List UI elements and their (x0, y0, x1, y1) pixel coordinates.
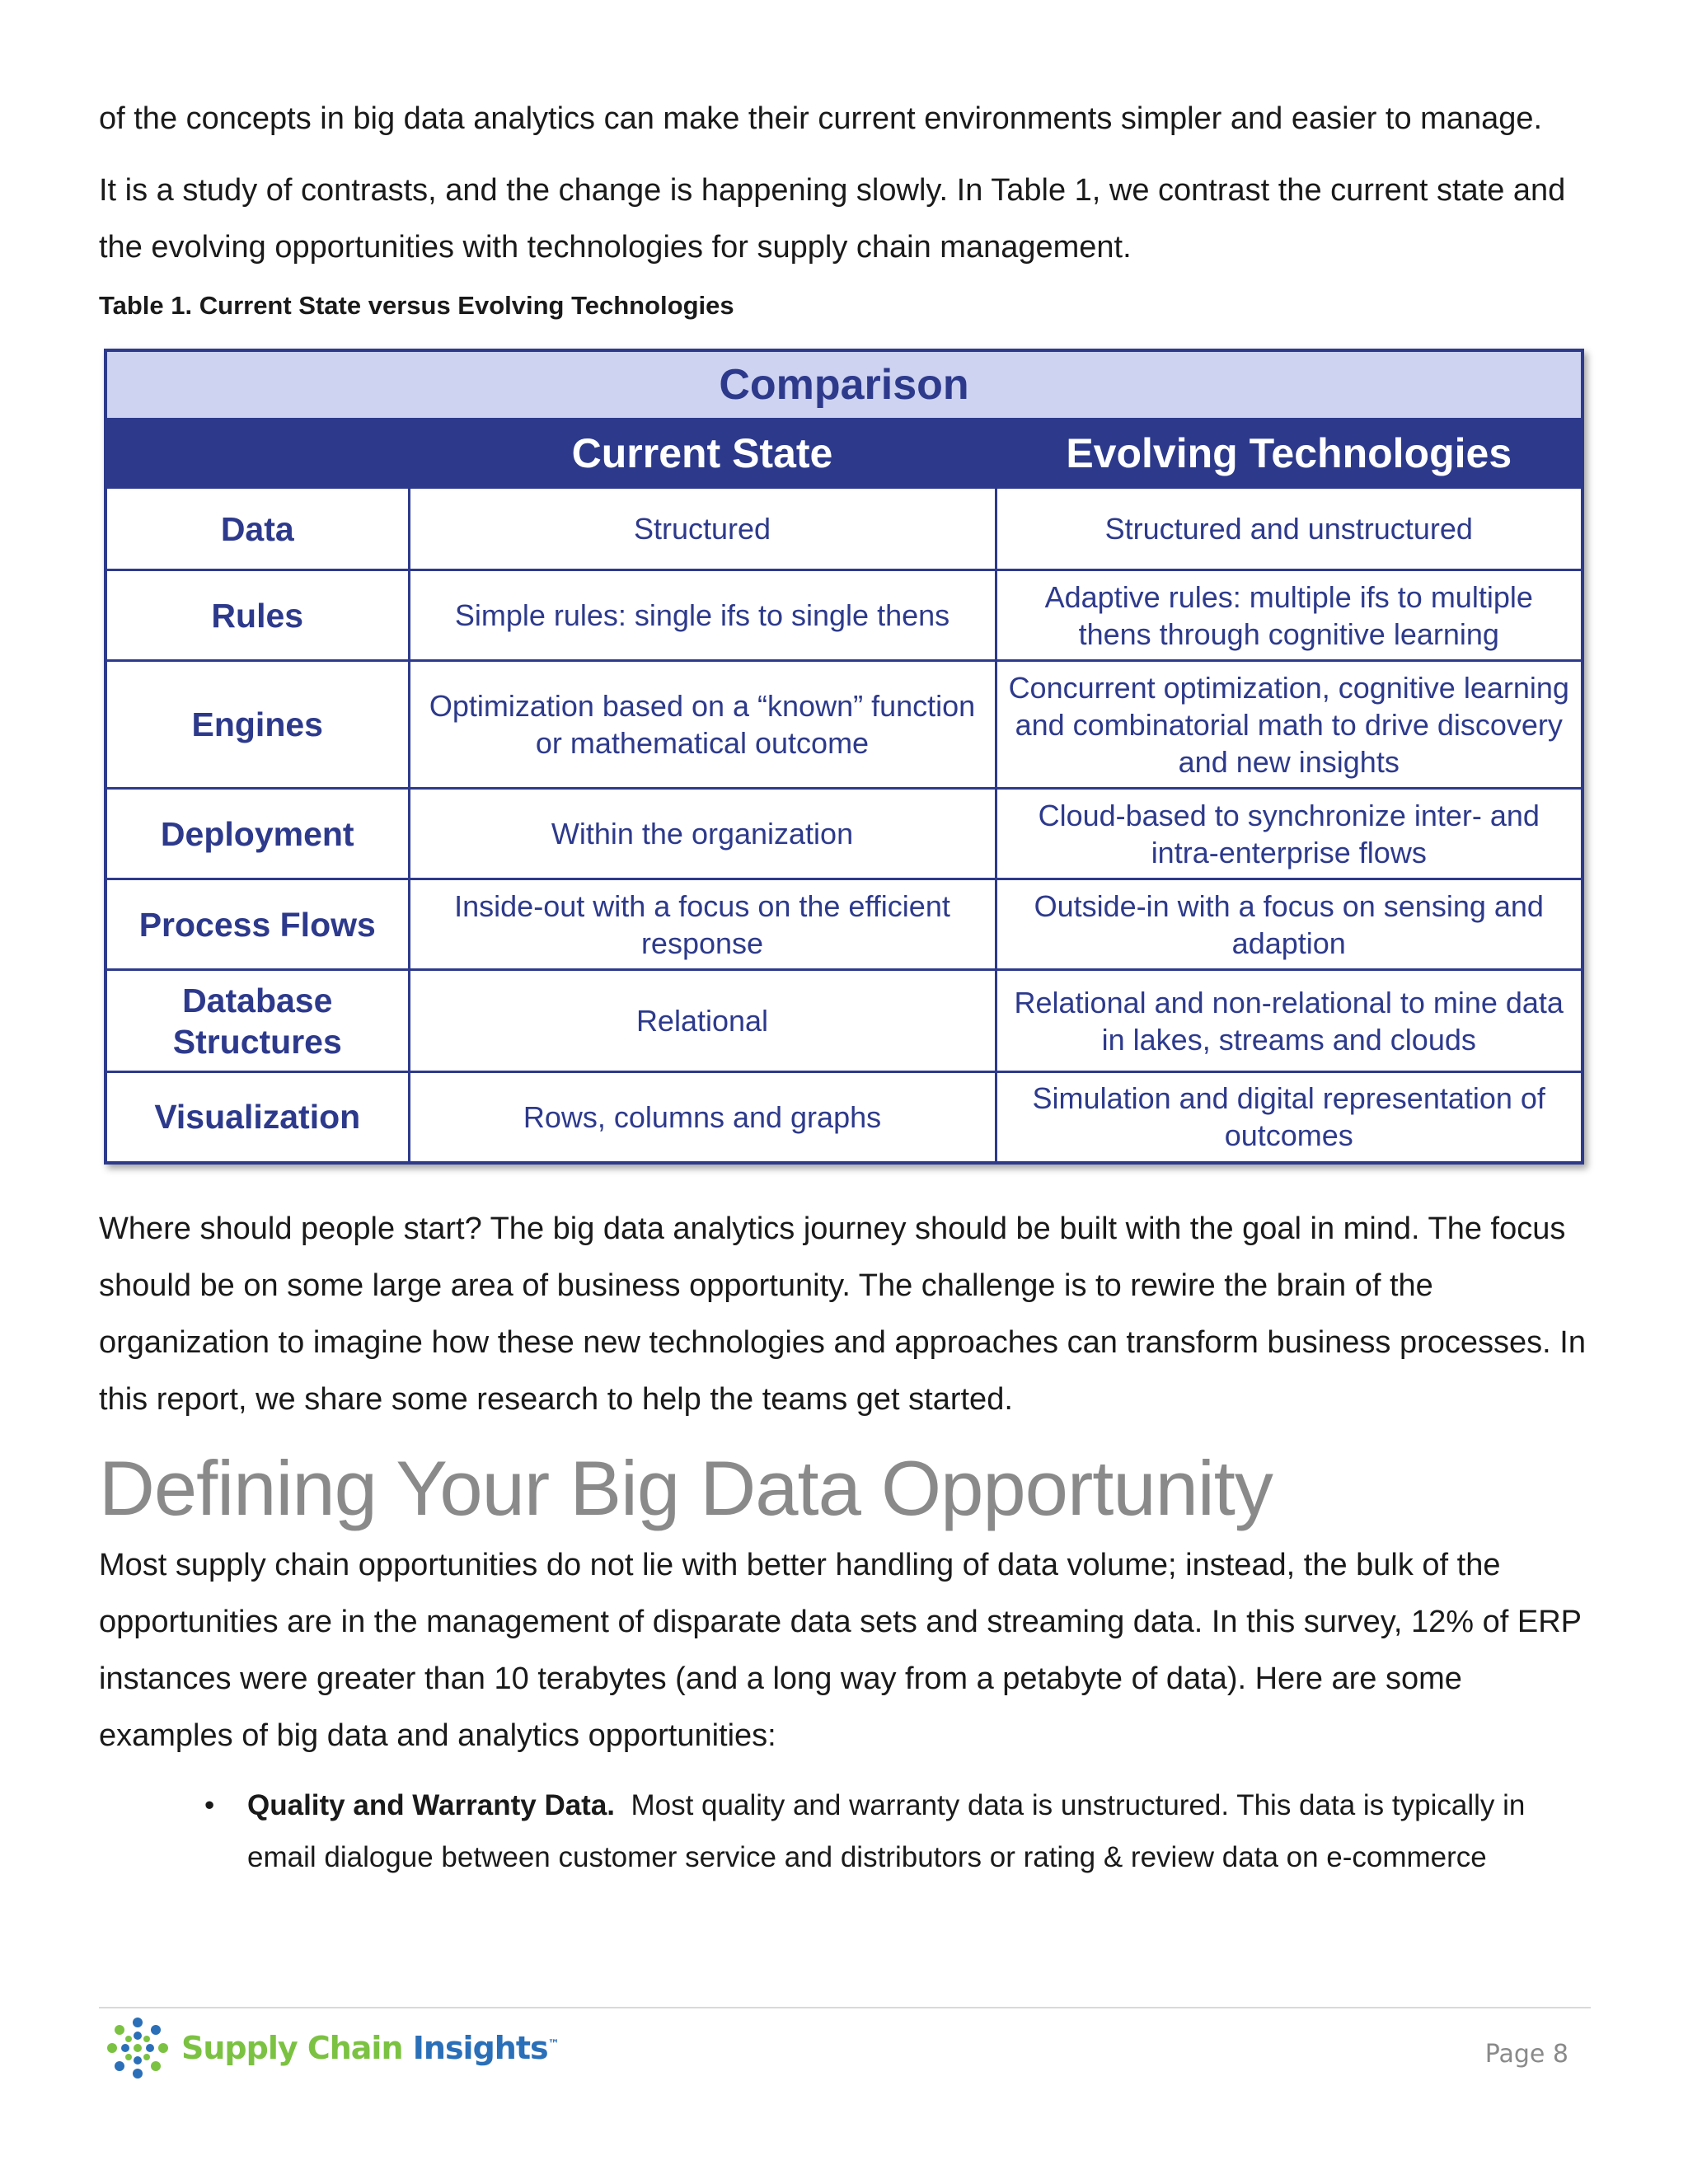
header-empty (106, 419, 409, 488)
current-cell: Within the organization (409, 789, 996, 879)
header-evolving-technologies: Evolving Technologies (996, 419, 1582, 488)
row-label: Engines (106, 661, 409, 789)
section-heading: Defining Your Big Data Opportunity (99, 1444, 1273, 1531)
evolving-cell: Cloud-based to synchronize inter- and intra-enterprise flows (996, 789, 1582, 879)
intro-paragraph-1: of the concepts in big data analytics can make their current environments simpler and easier to manage. (99, 101, 1543, 136)
comparison-table (104, 349, 1584, 1165)
table-row (106, 661, 1582, 789)
intro-paragraph-2: It is a study of contrasts, and the change is happening slowly. In Table 1, we contrast the current state and the evolving opportunities with technologies for supply chain management. (99, 173, 1566, 265)
table-row (106, 789, 1582, 879)
row-label: Process Flows (106, 879, 409, 970)
row-label: Database Structures (106, 970, 409, 1072)
row-label: Deployment (106, 789, 409, 879)
row-label: Rules (106, 570, 409, 661)
row-label: Data (106, 488, 409, 570)
table-caption: Table 1. Current State versus Evolving Technologies (99, 291, 734, 320)
table-title: Comparison (106, 350, 1582, 419)
evolving-cell: Relational and non-relational to mine data in lakes, streams and clouds (996, 970, 1582, 1072)
current-cell: Structured (409, 488, 996, 570)
footer-divider (99, 2007, 1591, 2008)
list-item (204, 1779, 1591, 1883)
current-cell: Inside-out with a focus on the efficient response (409, 879, 996, 970)
current-cell: Rows, columns and graphs (409, 1072, 996, 1163)
logo-wordmark (181, 2030, 559, 2066)
logo-word-insights: Insights (412, 2030, 548, 2066)
company-logo (102, 2011, 559, 2085)
after-table-paragraph: Where should people start? The big data analytics journey should be built with the goal in mind. The focus should be on some large area of business opportunity. The challenge is to rewire the brain of the organization to imagine how these new technologies and approaches can transform business processes. In this report, we share some research to help the teams get started. (99, 1211, 1586, 1417)
section-paragraph: Most supply chain opportunities do not lie with better handling of data volume; instead, the bulk of the opportunities are in the management of disparate data sets and streaming data. In this survey, 12% of ERP instances were greater than 10 terabytes (and a long way from a petabyte of data). Here are some examples of big data and analytics opportunities: (99, 1547, 1582, 1753)
table-row (106, 879, 1582, 970)
table-row (106, 488, 1582, 570)
logo-burst-icon (102, 2013, 173, 2083)
bullet-bold-lead: Quality and Warranty Data. (247, 1788, 616, 1821)
table-row (106, 570, 1582, 661)
evolving-cell: Adaptive rules: multiple ifs to multiple thens through cognitive learning (996, 570, 1582, 661)
bullet-icon: • (204, 1788, 215, 1821)
table-row (106, 1072, 1582, 1163)
logo-word-supply-chain: Supply Chain (181, 2030, 403, 2066)
row-label: Visualization (106, 1072, 409, 1163)
bullet-text: Most quality and warranty data is unstructured. This data is typically in email dialogue between customer service and distributors or rating & review data on e-commerce (247, 1788, 1526, 1873)
evolving-cell: Outside-in with a focus on sensing and adaption (996, 879, 1582, 970)
bullet-list (99, 1779, 1591, 1883)
current-cell: Optimization based on a “known” function or mathematical outcome (409, 661, 996, 789)
page-number: Page 8 (1484, 2040, 1568, 2069)
current-cell: Simple rules: single ifs to single thens (409, 570, 996, 661)
evolving-cell: Concurrent optimization, cognitive learning and combinatorial math to drive discovery and new insights (996, 661, 1582, 789)
logo-trademark: ™ (547, 2037, 559, 2051)
current-cell: Relational (409, 970, 996, 1072)
evolving-cell: Structured and unstructured (996, 488, 1582, 570)
table-row (106, 970, 1582, 1072)
evolving-cell: Simulation and digital representation of outcomes (996, 1072, 1582, 1163)
page-content (99, 91, 1591, 1883)
header-current-state: Current State (409, 419, 996, 488)
